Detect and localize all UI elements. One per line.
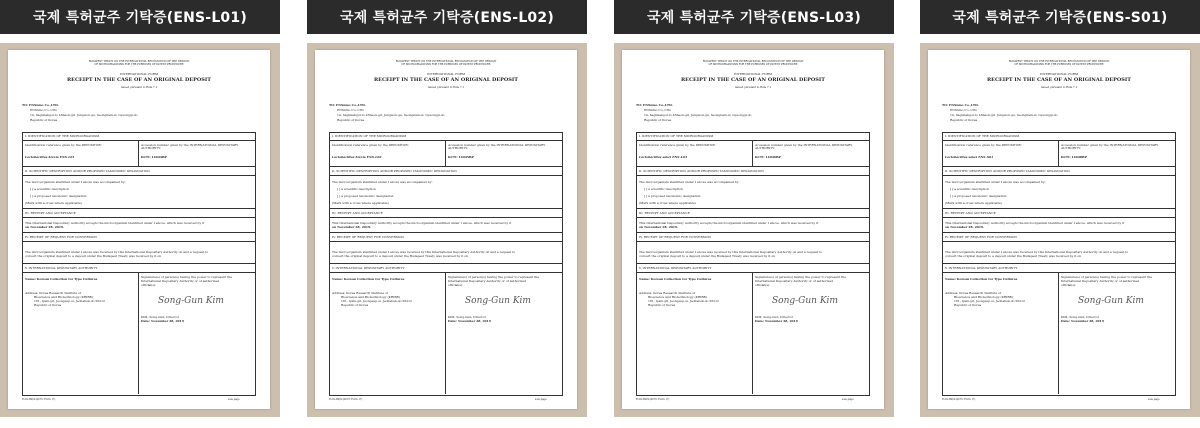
director-name: KIM, Song-Gun, Director (1061, 315, 1100, 319)
issued-rule: issued pursuant to Rule 7.1 (120, 86, 158, 89)
section-2-heading: II. SCIENTIFIC DESCRIPTION AND/OR PROPOSED TAXONOMIC DESIGNATION (332, 169, 457, 173)
section-4-heading: IV. RECEIPT OF REQUEST FOR CONVERSION (945, 235, 1018, 239)
accession-number: KCTC 14048BP (1061, 155, 1087, 159)
director-name: KIM, Song-Gun, Director (141, 315, 180, 319)
treaty-line-2: OF MICROORGANISMS FOR THE PURPOSES OF PATENT PROCEDURE (401, 63, 491, 66)
form-footer: Form BP/4 (KCTC Form 17) (942, 398, 976, 401)
signature-date: Date: November 28, 2019 (448, 319, 491, 323)
treaty-line-1: BUDAPEST TREATY ON THE INTERNATIONAL RECOGNITION OF THE DEPOSIT (88, 60, 190, 63)
divider (329, 241, 562, 242)
certificate-panel (920, 0, 1200, 428)
recipient: TO: ENSnmo Co.,LTD. (22, 103, 59, 107)
certificate-frame (920, 43, 1200, 417)
section-2-text: The microorganism identified under I above was accompanied by: (945, 180, 1046, 184)
mark-instruction: (Mark with a cross where applicable) (639, 201, 696, 205)
authority-name: Name: Korean Collection for Type Cultures (639, 277, 712, 281)
signature-label-1: Signature(s) of person(s) having the power to represent the (1061, 275, 1153, 279)
divider (329, 175, 562, 176)
divider (636, 166, 869, 167)
signature-label-2: International Depositary Authority or of authorized (1061, 279, 1140, 283)
section-3-heading: III. RECEIPT AND ACCEPTANCE (639, 211, 690, 215)
signature-label-1: Signature(s) of person(s) having the power to represent the (141, 275, 233, 279)
divider (22, 263, 255, 264)
recipient-address-1: ENSnmo Co.,LTD. (30, 108, 58, 112)
signature-date: Date: November 28, 2019 (141, 319, 184, 323)
panel-title: 국제 특허균주 기탁증(ENS-L03) (614, 0, 894, 34)
authority-address-1: Address: Korea Research Institute of (945, 291, 1002, 295)
handwritten-signature: Song-Gun Kim (1078, 296, 1144, 306)
form-footer: Form BP/4 (KCTC Form 17) (636, 398, 670, 401)
authority-address-3: 181, Ipsin-gil, Jeongeup-si, Jeollabuk-do 56212 (34, 299, 105, 303)
divider (329, 166, 562, 167)
divider (22, 217, 255, 218)
authority-address-1: Address: Korea Research Institute of (639, 291, 696, 295)
section-4-heading: IV. RECEIPT OF REQUEST FOR CONVERSION (25, 235, 98, 239)
signature-label-2: International Depositary Authority or of authorized (448, 279, 527, 283)
divider (942, 208, 1175, 209)
section-3-text-2: on November 28, 2019. (945, 225, 985, 229)
certificate-document (622, 50, 884, 409)
section-4-text-2: convert the original deposit to a deposit under the Budapest Treaty was received by it on (639, 254, 776, 258)
treaty-line-2: OF MICROORGANISMS FOR THE PURPOSES OF PATENT PROCEDURE (708, 63, 798, 66)
section-3-text-1: This International Depositary Authority accepts the microorganism identified under I above, which was received by it (25, 221, 205, 225)
certificate-panel (614, 0, 894, 428)
divider (636, 175, 869, 176)
section-4-text-2: convert the original deposit to a deposit under the Budapest Treaty was received by it on (945, 254, 1082, 258)
signature-label-3: official(s): (448, 283, 464, 287)
recipient-address-2: 14, Sagimakgol-ro 45beon-gil, Jungwon-gu, Seongnam-si, Gyeonggi-do (337, 113, 445, 117)
document-title: RECEIPT IN THE CASE OF AN ORIGINAL DEPOSIT (681, 77, 825, 83)
signature-label-2: International Depositary Authority or of authorized (141, 279, 220, 283)
form-footer: Form BP/4 (KCTC Form 17) (329, 398, 363, 401)
authority-name: Name: Korean Collection for Type Cultures (25, 277, 98, 281)
divider (22, 175, 255, 176)
section-3-text-2: on November 28, 2019. (25, 225, 65, 229)
form-type: INTERNATIONAL FORM (733, 72, 773, 76)
authority-address-2: Bioscience and Biotechnology (KRIBB) (341, 295, 400, 299)
authority-address-4: Republic of Korea (341, 303, 369, 307)
issued-rule: issued pursuant to Rule 7.1 (427, 86, 465, 89)
recipient-address-2: 14, Sagimakgol-ro 45beon-gil, Jungwon-gu, Seongnam-si, Gyeonggi-do (30, 113, 138, 117)
page-note: sole page (1148, 398, 1160, 401)
director-name: KIM, Song-Gun, Director (755, 315, 794, 319)
form-type: INTERNATIONAL FORM (1039, 72, 1079, 76)
option-scientific-description: [ ] a scientific description (950, 187, 989, 191)
accession-number: KCTC 14045BP (448, 155, 474, 159)
section-5-heading: V. INTERNATIONAL DEPOSITARY AUTHORITY (25, 266, 98, 270)
section-1-heading: I. IDENTIFICATION OF THE MICROORGANISM (639, 134, 714, 138)
divider (329, 232, 562, 233)
issued-rule: issued pursuant to Rule 7.1 (1040, 86, 1078, 89)
treaty-line-1: BUDAPEST TREATY ON THE INTERNATIONAL RECOGNITION OF THE DEPOSIT (395, 60, 497, 63)
authority-address-1: Address: Korea Research Institute of (25, 291, 82, 295)
recipient-address-1: ENSnmo Co.,LTD. (950, 108, 978, 112)
document-title: RECEIPT IN THE CASE OF AN ORIGINAL DEPOSIT (987, 77, 1131, 83)
divider (22, 241, 255, 242)
mark-instruction: (Mark with a cross where applicable) (945, 201, 1002, 205)
divider (22, 208, 255, 209)
mark-instruction: (Mark with a cross where applicable) (332, 201, 389, 205)
section-1-heading: I. IDENTIFICATION OF THE MICROORGANISM (945, 134, 1020, 138)
panel-title: 국제 특허균주 기탁증(ENS-L02) (307, 0, 587, 34)
handwritten-signature: Song-Gun Kim (158, 296, 224, 306)
page-note: sole page (228, 398, 240, 401)
recipient-address-3: Republic of Korea (644, 118, 672, 122)
divider (942, 263, 1175, 264)
section-2-text: The microorganism identified under I above was accompanied by: (639, 180, 740, 184)
section-3-text-2: on November 28, 2019. (332, 225, 372, 229)
certificate-panel (0, 0, 280, 428)
handwritten-signature: Song-Gun Kim (772, 296, 838, 306)
divider (942, 175, 1175, 176)
recipient-address-3: Republic of Korea (337, 118, 365, 122)
divider (752, 140, 753, 166)
divider (942, 232, 1175, 233)
strain-name: Lactobacillus brevis ENS-L02 (332, 155, 382, 159)
signature-label-1: Signature(s) of person(s) having the power to represent the (448, 275, 540, 279)
accession-number: KCTC 14046BP (755, 155, 781, 159)
authority-address-3: 181, Ipsin-gil, Jeongeup-si, Jeollabuk-do 56212 (341, 299, 412, 303)
accession-number-label: Accession number given by the INTERNATIONAL DEPOSITARY AUTHORITY: (448, 143, 546, 151)
section-2-heading: II. SCIENTIFIC DESCRIPTION AND/OR PROPOSED TAXONOMIC DESIGNATION (25, 169, 150, 173)
divider (138, 272, 139, 394)
section-2-text: The microorganism identified under I above was accompanied by: (332, 180, 433, 184)
page-note: sole page (535, 398, 547, 401)
divider (1058, 272, 1059, 394)
treaty-line-1: BUDAPEST TREATY ON THE INTERNATIONAL RECOGNITION OF THE DEPOSIT (702, 60, 804, 63)
strain-name: Lactobacillus brevis ENS-L01 (25, 155, 75, 159)
certificate-document (8, 50, 270, 409)
divider (329, 208, 562, 209)
authority-address-3: 181, Ipsin-gil, Jeongeup-si, Jeollabuk-do 56212 (648, 299, 719, 303)
certificate-document (928, 50, 1190, 409)
section-5-heading: V. INTERNATIONAL DEPOSITARY AUTHORITY (332, 266, 405, 270)
identification-reference-label: Identification reference given by the DEPOSITOR: (332, 143, 409, 147)
accession-number-label: Accession number given by the INTERNATIONAL DEPOSITARY AUTHORITY: (141, 143, 239, 151)
section-4-text-2: convert the original deposit to a deposit under the Budapest Treaty was received by it on (25, 254, 162, 258)
accession-number-label: Accession number given by the INTERNATIONAL DEPOSITARY AUTHORITY: (1061, 143, 1159, 151)
divider (22, 166, 255, 167)
option-scientific-description: [ ] a scientific description (337, 187, 376, 191)
identification-reference-label: Identification reference given by the DEPOSITOR: (25, 143, 102, 147)
section-3-text-1: This International Depositary Authority accepts the microorganism identified under I above, which was received by it (639, 221, 819, 225)
authority-address-2: Bioscience and Biotechnology (KRIBB) (34, 295, 93, 299)
divider (636, 241, 869, 242)
divider (942, 241, 1175, 242)
section-5-heading: V. INTERNATIONAL DEPOSITARY AUTHORITY (639, 266, 712, 270)
section-3-text-1: This International Depositary Authority accepts the microorganism identified under I above, which was received by it (332, 221, 512, 225)
section-2-text: The microorganism identified under I above was accompanied by: (25, 180, 126, 184)
recipient: TO: ENSnmo Co.,LTD. (942, 103, 979, 107)
certificate-frame (0, 43, 280, 417)
divider (22, 232, 255, 233)
authority-address-3: 181, Ipsin-gil, Jeongeup-si, Jeollabuk-do 56212 (954, 299, 1025, 303)
authority-address-1: Address: Korea Research Institute of (332, 291, 389, 295)
section-5-heading: V. INTERNATIONAL DEPOSITARY AUTHORITY (945, 266, 1018, 270)
section-3-heading: III. RECEIPT AND ACCEPTANCE (945, 211, 996, 215)
authority-address-4: Republic of Korea (648, 303, 676, 307)
recipient: TO: ENSnmo Co.,LTD. (636, 103, 673, 107)
section-4-text-1: The microorganism identified under I above was received by this International Depositary Authority on and a request to (25, 250, 209, 254)
divider (636, 217, 869, 218)
signature-label-3: official(s): (755, 283, 771, 287)
signature-date: Date: November 28, 2019 (1061, 319, 1104, 323)
option-taxonomic-designation: [ ] a proposed taxonomic designation (30, 194, 87, 198)
authority-address-2: Bioscience and Biotechnology (KRIBB) (954, 295, 1013, 299)
signature-label-2: International Depositary Authority or of authorized (755, 279, 834, 283)
mark-instruction: (Mark with a cross where applicable) (25, 201, 82, 205)
treaty-line-1: BUDAPEST TREATY ON THE INTERNATIONAL RECOGNITION OF THE DEPOSIT (1008, 60, 1110, 63)
divider (752, 272, 753, 394)
form-type: INTERNATIONAL FORM (426, 72, 466, 76)
recipient-address-2: 14, Sagimakgol-ro 45beon-gil, Jungwon-gu, Seongnam-si, Gyeonggi-do (644, 113, 752, 117)
strain-name: Lactobacillus sakei ENS-S01 (945, 155, 994, 159)
option-taxonomic-designation: [ ] a proposed taxonomic designation (644, 194, 701, 198)
divider (329, 263, 562, 264)
form-footer: Form BP/4 (KCTC Form 17) (22, 398, 56, 401)
certificate-frame (307, 43, 587, 417)
strain-name: Lactobacillus sakei ENS-L03 (639, 155, 688, 159)
section-3-text-1: This International Depositary Authority accepts the microorganism identified under I above, which was received by it (945, 221, 1125, 225)
divider (942, 166, 1175, 167)
recipient-address-1: ENSnmo Co.,LTD. (644, 108, 672, 112)
option-taxonomic-designation: [ ] a proposed taxonomic designation (950, 194, 1007, 198)
section-2-heading: II. SCIENTIFIC DESCRIPTION AND/OR PROPOSED TAXONOMIC DESIGNATION (945, 169, 1070, 173)
divider (942, 217, 1175, 218)
signature-label-3: official(s): (1061, 283, 1077, 287)
accession-number: KCTC 14044BP (141, 155, 167, 159)
section-2-heading: II. SCIENTIFIC DESCRIPTION AND/OR PROPOSED TAXONOMIC DESIGNATION (639, 169, 764, 173)
signature-date: Date: November 28, 2019 (755, 319, 798, 323)
section-4-text-2: convert the original deposit to a deposit under the Budapest Treaty was received by it on (332, 254, 469, 258)
authority-address-4: Republic of Korea (34, 303, 62, 307)
section-1-heading: I. IDENTIFICATION OF THE MICROORGANISM (25, 134, 100, 138)
director-name: KIM, Song-Gun, Director (448, 315, 487, 319)
recipient: TO: ENSnmo Co.,LTD. (329, 103, 366, 107)
option-taxonomic-designation: [ ] a proposed taxonomic designation (337, 194, 394, 198)
recipient-address-1: ENSnmo Co.,LTD. (337, 108, 365, 112)
handwritten-signature: Song-Gun Kim (465, 296, 531, 306)
page-note: sole page (842, 398, 854, 401)
divider (329, 217, 562, 218)
identification-reference-label: Identification reference given by the DEPOSITOR: (945, 143, 1022, 147)
option-scientific-description: [ ] a scientific description (30, 187, 69, 191)
recipient-address-3: Republic of Korea (950, 118, 978, 122)
authority-name: Name: Korean Collection for Type Cultures (945, 277, 1018, 281)
divider (1058, 140, 1059, 166)
issued-rule: issued pursuant to Rule 7.1 (734, 86, 772, 89)
section-3-text-2: on November 28, 2019. (639, 225, 679, 229)
authority-address-4: Republic of Korea (954, 303, 982, 307)
document-title: RECEIPT IN THE CASE OF AN ORIGINAL DEPOSIT (67, 77, 211, 83)
section-3-heading: III. RECEIPT AND ACCEPTANCE (332, 211, 383, 215)
accession-number-label: Accession number given by the INTERNATIONAL DEPOSITARY AUTHORITY: (755, 143, 853, 151)
certificate-frame (614, 43, 894, 417)
certificate-panel (307, 0, 587, 428)
recipient-address-2: 14, Sagimakgol-ro 45beon-gil, Jungwon-gu, Seongnam-si, Gyeonggi-do (950, 113, 1058, 117)
signature-label-1: Signature(s) of person(s) having the power to represent the (755, 275, 847, 279)
option-scientific-description: [ ] a scientific description (644, 187, 683, 191)
section-4-text-1: The microorganism identified under I above was received by this International Depositary Authority on and a request to (332, 250, 516, 254)
section-4-heading: IV. RECEIPT OF REQUEST FOR CONVERSION (639, 235, 712, 239)
treaty-line-2: OF MICROORGANISMS FOR THE PURPOSES OF PATENT PROCEDURE (1014, 63, 1104, 66)
recipient-address-3: Republic of Korea (30, 118, 58, 122)
section-4-text-1: The microorganism identified under I above was received by this International Depositary Authority on and a request to (945, 250, 1129, 254)
panel-title: 국제 특허균주 기탁증(ENS-L01) (0, 0, 280, 34)
panel-title: 국제 특허균주 기탁증(ENS-S01) (920, 0, 1200, 34)
divider (636, 232, 869, 233)
certificate-document (315, 50, 577, 409)
form-type: INTERNATIONAL FORM (119, 72, 159, 76)
divider (636, 208, 869, 209)
section-1-heading: I. IDENTIFICATION OF THE MICROORGANISM (332, 134, 407, 138)
signature-label-3: official(s): (141, 283, 157, 287)
section-4-heading: IV. RECEIPT OF REQUEST FOR CONVERSION (332, 235, 405, 239)
section-3-heading: III. RECEIPT AND ACCEPTANCE (25, 211, 76, 215)
divider (138, 140, 139, 166)
divider (636, 263, 869, 264)
document-title: RECEIPT IN THE CASE OF AN ORIGINAL DEPOSIT (374, 77, 518, 83)
section-4-text-1: The microorganism identified under I above was received by this International Depositary Authority on and a request to (639, 250, 823, 254)
divider (445, 272, 446, 394)
authority-address-2: Bioscience and Biotechnology (KRIBB) (648, 295, 707, 299)
treaty-line-2: OF MICROORGANISMS FOR THE PURPOSES OF PATENT PROCEDURE (94, 63, 184, 66)
identification-reference-label: Identification reference given by the DEPOSITOR: (639, 143, 716, 147)
divider (445, 140, 446, 166)
authority-name: Name: Korean Collection for Type Cultures (332, 277, 405, 281)
